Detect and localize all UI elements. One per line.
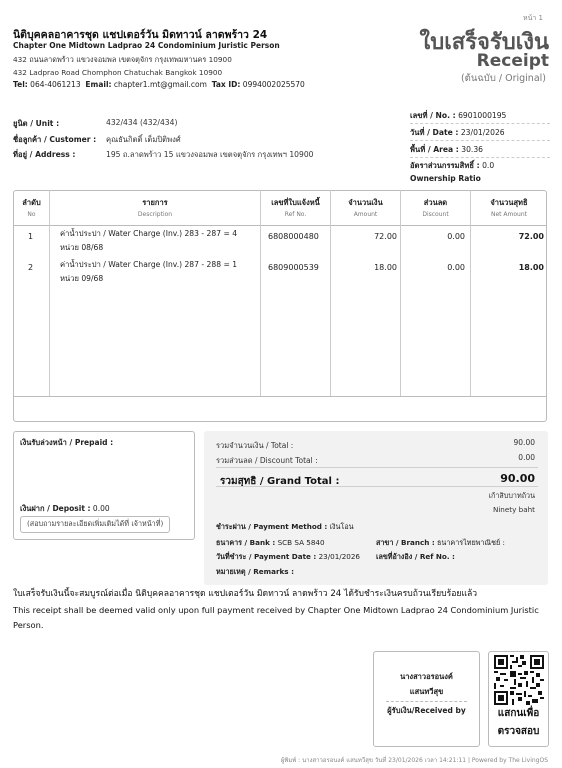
grand-total-value: 90.00: [500, 472, 535, 485]
email-value: chapter1.mt@gmail.com: [113, 80, 207, 89]
column-divider: [400, 190, 401, 396]
column-divider: [330, 190, 331, 396]
col-subheader-net: Net Amount: [490, 211, 528, 218]
row-1-no: 1: [28, 232, 34, 241]
amount-in-words-th: เก้าสิบบาทถ้วน: [488, 491, 535, 500]
col-subheader-amount: Amount: [353, 211, 378, 218]
payment-method-value: เงินโอน: [329, 522, 354, 531]
divider: [410, 123, 550, 124]
email-label: Email:: [85, 80, 112, 89]
row-1-discount: 0.00: [447, 232, 465, 241]
customer-label: ชื่อลูกค้า / Customer :: [13, 135, 97, 144]
bank-label: ธนาคาร / Bank :: [216, 538, 276, 547]
branch: [376, 538, 505, 549]
bank-value: SCB SA 5840: [277, 538, 325, 547]
tel-value: 064-4061213: [30, 80, 81, 89]
table-header-divider: [13, 225, 547, 226]
signature-line: [386, 701, 467, 702]
receipt-date-value: 23/01/2026: [460, 128, 505, 137]
divider: [216, 486, 538, 487]
discount-total-value: 0.00: [518, 453, 535, 462]
customer-value: คุณธันกิตติ์ เต็มปิติพงศ์: [106, 135, 181, 144]
address-label: ที่อยู่ / Address :: [13, 150, 76, 159]
signature-box: [373, 651, 480, 747]
inquiry-note: (สอบถามรายละเอียดเพิ่มเติมได้ที่ เจ้าหน้าที่): [20, 516, 170, 533]
ownership-ratio: [410, 160, 494, 172]
address-value: 195 ถ.ลาดพร้าว 15 แขวงจอมพล เขตจตุจักร กรุงเทพฯ 10900: [106, 150, 314, 159]
row-1-net: 72.00: [518, 232, 544, 241]
col-subheader-ref: Ref No.: [284, 211, 307, 218]
col-header-net: จำนวนสุทธิ: [490, 198, 528, 207]
row-2-amount: 18.00: [374, 263, 397, 272]
deposit: [20, 503, 110, 515]
branch-value: ธนาคารไทยพาณิชย์ :: [437, 538, 505, 547]
row-2-description-unit: หน่วย 09/68: [60, 274, 104, 283]
col-header-discount: ส่วนลด: [423, 198, 448, 207]
payment-method-label: ชำระผ่าน / Payment Method :: [216, 522, 328, 531]
unit-label: ยูนิต / Unit :: [13, 119, 60, 128]
company-contact: [13, 80, 305, 89]
area-label: พื้นที่ / Area :: [410, 145, 459, 154]
unit-value: 432/434 (432/434): [106, 118, 178, 127]
divider: [216, 467, 538, 468]
col-header-description: รายการ: [142, 198, 168, 207]
company-name-en: Chapter One Midtown Ladprao 24 Condominium Juristic Person: [13, 41, 280, 50]
row-2-ref: 6809000539: [268, 263, 319, 272]
column-divider: [49, 190, 50, 396]
received-by-label: ผู้รับเงิน/Received by: [387, 706, 466, 715]
discount-total-label: รวมส่วนลด / Discount Total :: [216, 456, 318, 465]
receipt-number: [410, 110, 506, 122]
payment-date-value: 23/01/2026: [318, 552, 360, 561]
company-address-en: 432 Ladprao Road Chomphon Chatuchak Bangkok 10900: [13, 68, 223, 77]
row-2-discount: 0.00: [447, 263, 465, 272]
remarks: [216, 567, 294, 578]
page-number: หน้า 1: [522, 14, 543, 22]
row-2-description: ค่าน้ำประปา / Water Charge (Inv.) 287 - 288 = 1: [60, 260, 238, 269]
grand-total-label: รวมสุทธิ / Grand Total :: [220, 476, 340, 487]
document-title-th: ใบเสร็จรับเงิน: [419, 30, 549, 55]
ownership-ratio-label-en: Ownership Ratio: [410, 174, 481, 183]
col-subheader-no: No: [27, 211, 36, 218]
col-header-no: ลำดับ: [22, 198, 41, 207]
reference-label: เลขที่อ้างอิง / Ref No. :: [376, 552, 455, 561]
printed-by: ผู้พิมพ์ : นางสาวอรอนงค์ แสนทวีสุข วันที่ 23/01/2026 เวลา 14:21:11 | Powered by The LivingOS: [280, 757, 548, 764]
area-value: 30.36: [461, 145, 484, 154]
column-divider: [470, 190, 471, 396]
qr-label-line1: แสกนเพื่อ: [497, 708, 540, 719]
qr-code-icon: [494, 655, 544, 705]
tax-label: Tax ID:: [211, 80, 241, 89]
tel-label: Tel:: [13, 80, 28, 89]
receipt-date: [410, 127, 505, 139]
row-1-ref: 6808000480: [268, 232, 319, 241]
company-name-th: นิติบุคคลอาคารชุด แชปเตอร์วัน มิดทาวน์ ลาดพร้าว 24: [13, 29, 268, 41]
tax-value: 0994002025570: [242, 80, 305, 89]
col-subheader-description: Description: [137, 211, 173, 218]
payment-date-label: วันที่ชำระ / Payment Date :: [216, 552, 317, 561]
col-header-amount: จำนวนเงิน: [348, 198, 383, 207]
total-label: รวมจำนวนเงิน / Total :: [216, 441, 294, 450]
ownership-ratio-value: 0.0: [482, 161, 495, 170]
column-divider: [260, 190, 261, 396]
col-subheader-discount: Discount: [422, 211, 449, 218]
row-2-no: 2: [28, 263, 34, 272]
remarks-label: หมายเหตุ / Remarks :: [216, 567, 294, 576]
receipt-number-value: 6901000195: [458, 111, 507, 120]
row-1-description-unit: หน่วย 08/68: [60, 243, 104, 252]
total-value: 90.00: [513, 438, 535, 447]
reference: [376, 552, 455, 563]
col-header-ref: เลขที่ใบแจ้งหนี้: [271, 198, 320, 207]
qr-label-line2: ตรวจสอบ: [497, 726, 540, 737]
area: [410, 144, 483, 156]
divider: [410, 157, 550, 158]
deposit-value: 0.00: [92, 504, 110, 513]
bank: [216, 538, 325, 549]
document-title-en: Receipt: [476, 51, 549, 71]
receiver-last-name: แสนทวีสุข: [409, 687, 444, 696]
amount-in-words-en: Ninety baht: [492, 505, 535, 514]
payment-method: [216, 522, 354, 533]
copy-type: (ต้นฉบับ / Original): [460, 73, 546, 84]
validity-note-en: This receipt shall be deemed valid only upon full payment received by Chapter One Midtown Ladprao 24 Condominium Juristic Person.: [13, 605, 539, 630]
branch-label: สาขา / Branch :: [376, 538, 435, 547]
prepaid-label: เงินรับล่วงหน้า / Prepaid :: [20, 438, 114, 447]
receiver-first-name: นางสาวอรอนงค์: [400, 672, 453, 681]
deposit-label: เงินฝาก / Deposit :: [20, 504, 91, 513]
divider: [410, 140, 550, 141]
receipt-number-label: เลขที่ / No. :: [410, 111, 456, 120]
validity-note-th: ใบเสร็จรับเงินนี้จะสมบูรณ์ต่อเมื่อ นิติบุคคลอาคารชุด แชปเตอร์วัน มิดทาวน์ ลาดพร้าว 24 ได้รับชำระเงินครบถ้วนเรียบร้อยแล้ว: [13, 589, 478, 599]
row-1-description: ค่าน้ำประปา / Water Charge (Inv.) 283 - 287 = 4: [60, 229, 238, 238]
payment-date: [216, 552, 360, 563]
row-2-net: 18.00: [518, 263, 544, 272]
receipt-date-label: วันที่ / Date :: [410, 128, 459, 137]
table-footer-divider: [13, 396, 547, 397]
row-1-amount: 72.00: [374, 232, 397, 241]
ownership-ratio-label-th: อัตราส่วนกรรมสิทธิ์ :: [410, 161, 480, 170]
company-address-th: 432 ถนนลาดพร้าว แขวงจอมพล เขตจตุจักร กรุงเทพมหานคร 10900: [13, 55, 232, 64]
